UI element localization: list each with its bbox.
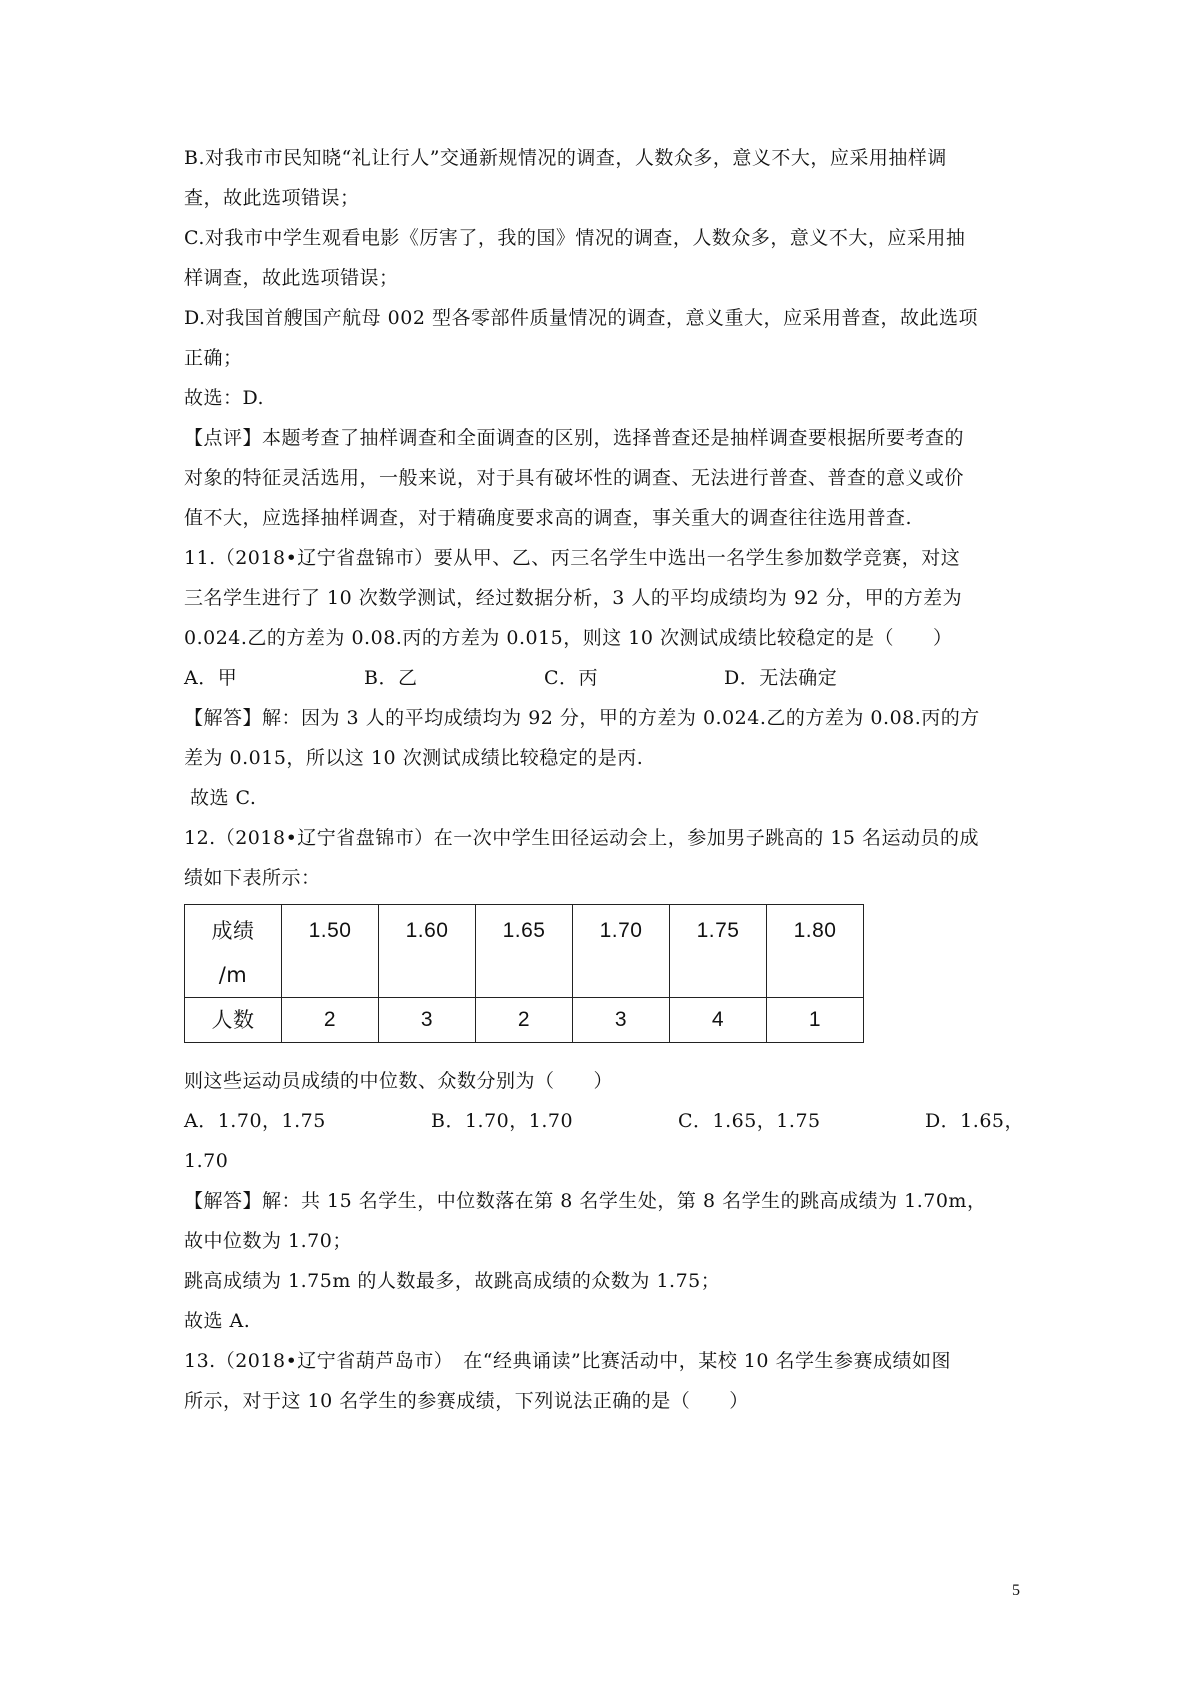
count-cell: 2 — [282, 998, 379, 1043]
score-table — [184, 904, 864, 1043]
answer-selection: 故选 A. — [184, 1310, 251, 1332]
question-11-line: 三名学生进行了 10 次数学测试，经过数据分析，3 人的平均成绩均为 92 分，甲的方差为 — [184, 587, 963, 609]
score-cell: 1.80 — [767, 905, 864, 998]
text-line: D.对我国首艘国产航母 002 型各零部件质量情况的调查，意义重大，应采用普查，故此选项 — [184, 307, 978, 329]
choice-c: C．1.65，1.75 — [677, 1110, 821, 1132]
question-13-line: 13.（2018•辽宁省葫芦岛市） 在“经典诵读”比赛活动中，某校 10 名学生参赛成绩如图 — [184, 1350, 951, 1372]
header-label: 成绩 — [211, 919, 255, 943]
row-label-cell: 人数 — [185, 998, 282, 1043]
choice-d-continued: 1.70 — [184, 1150, 229, 1172]
answer-line: 差为 0.015，所以这 10 次测试成绩比较稳定的是丙. — [184, 747, 644, 769]
text-line: 正确； — [184, 347, 243, 369]
answer-line: 【解答】解：因为 3 人的平均成绩均为 92 分，甲的方差为 0.024.乙的方差为 0.08.丙的方 — [184, 707, 980, 729]
answer-line: 故中位数为 1.70； — [184, 1230, 352, 1252]
question-12-line: 绩如下表所示： — [184, 867, 321, 889]
question-11-line: 11.（2018•辽宁省盘锦市）要从甲、乙、丙三名学生中选出一名学生参加数学竞赛，对这 — [184, 547, 961, 569]
question-12-choices — [184, 1101, 1024, 1141]
answer-selection: 故选：D. — [184, 387, 265, 409]
review-line: 值不大，应选择抽样调查，对于精确度要求高的调查，事关重大的调查往往选用普查. — [184, 507, 913, 529]
count-cell: 2 — [476, 998, 573, 1043]
count-cell: 3 — [379, 998, 476, 1043]
question-12-line: 12.（2018•辽宁省盘锦市）在一次中学生田径运动会上，参加男子跳高的 15 名运动员的成 — [184, 827, 980, 849]
choice-a: A．1.70，1.75 — [184, 1110, 326, 1132]
score-cell: 1.70 — [573, 905, 670, 998]
score-cell: 1.60 — [379, 905, 476, 998]
header-unit: /m — [218, 963, 248, 987]
question-11-choices — [184, 658, 1024, 698]
answer-selection: 故选 C. — [190, 787, 257, 809]
review-line: 【点评】本题考查了抽样调查和全面调查的区别，选择普查还是抽样调查要根据所要考查的 — [184, 427, 965, 449]
text-line: 查，故此选项错误； — [184, 187, 360, 209]
text-line: B.对我市市民知晓“礼让行人”交通新规情况的调查，人数众多，意义不大，应采用抽样调 — [184, 147, 947, 169]
count-cell: 3 — [573, 998, 670, 1043]
choice-d: D．1.65， — [924, 1110, 1024, 1132]
table-header-cell — [185, 905, 282, 998]
document-body — [184, 138, 1024, 1421]
review-line: 对象的特征灵活选用，一般来说，对于具有破坏性的调查、无法进行普查、普查的意义或价 — [184, 467, 965, 489]
text-line: 样调查，故此选项错误； — [184, 267, 399, 289]
score-cell: 1.75 — [670, 905, 767, 998]
count-cell: 4 — [670, 998, 767, 1043]
score-cell: 1.65 — [476, 905, 573, 998]
question-13-line: 所示，对于这 10 名学生的参赛成绩，下列说法正确的是（ ） — [184, 1390, 749, 1412]
choice-c: C．丙 — [544, 667, 599, 689]
text-line: C.对我市中学生观看电影《厉害了，我的国》情况的调查，人数众多，意义不大，应采用抽 — [184, 227, 966, 249]
choice-b: B．乙 — [364, 667, 418, 689]
count-cell: 1 — [767, 998, 864, 1043]
choice-a: A．甲 — [184, 667, 238, 689]
answer-line: 【解答】解：共 15 名学生，中位数落在第 8 名学生处，第 8 名学生的跳高成绩为 1.70m， — [184, 1190, 987, 1212]
answer-line: 跳高成绩为 1.75m 的人数最多，故跳高成绩的众数为 1.75； — [184, 1270, 721, 1292]
question-11-line: 0.024.乙的方差为 0.08.丙的方差为 0.015，则这 10 次测试成绩比较稳定的是（ ） — [184, 627, 953, 649]
page-number: 5 — [1012, 1582, 1020, 1599]
choice-d: D．无法确定 — [724, 667, 838, 689]
choice-b: B．1.70，1.70 — [430, 1110, 574, 1132]
question-12-line: 则这些运动员成绩的中位数、众数分别为（ ） — [184, 1070, 614, 1092]
score-cell: 1.50 — [282, 905, 379, 998]
